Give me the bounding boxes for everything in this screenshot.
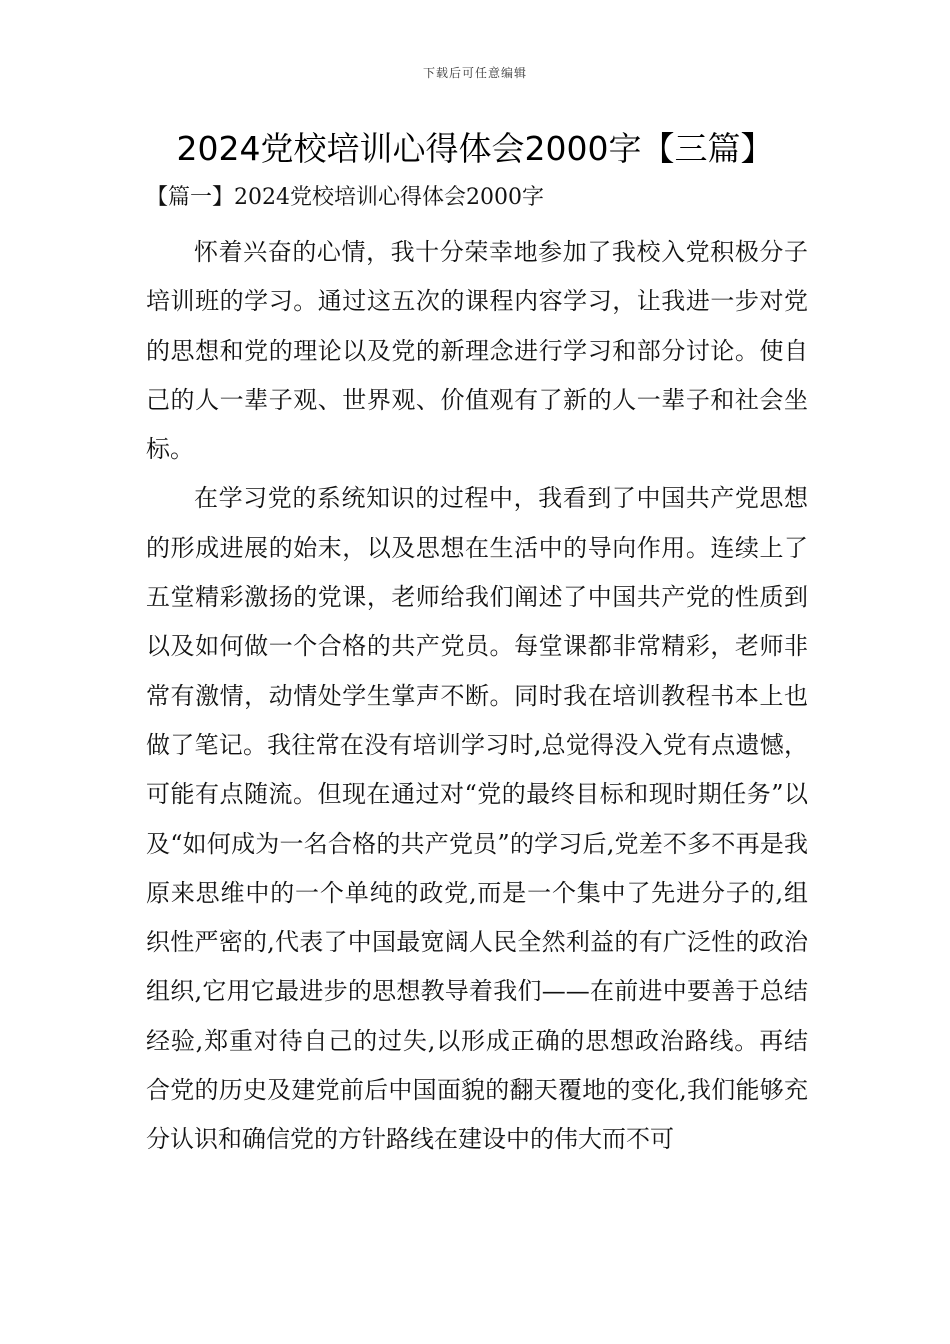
document-title: 2024党校培训心得体会2000字【三篇】 (176, 129, 774, 168)
paragraph-1: 怀着兴奋的心情，我十分荣幸地参加了我校入党积极分子培训班的学习。通过这五次的课程内容学习，让我进一步对党的思想和党的理论以及党的新理念进行学习和部分讨论。使自己的人一辈子观、世界观、价值观有了新的人一辈子和社会坐标。 (146, 238, 808, 464)
section-heading: 【篇一】2024党校培训心得体会2000字 (146, 185, 544, 210)
header-note: 下载后可任意编辑 (422, 66, 527, 80)
paragraph-2: 在学习党的系统知识的过程中，我看到了中国共产党思想的形成进展的始末，以及思想在生活中的导向作用。连续上了五堂精彩激扬的党课，老师给我们阐述了中国共产党的性质到以及如何做一个合格的共产党员。每堂课都非常精彩，老师非常有激情，动情处学生掌声不断。同时我在培训教程书本上也做了笔记。我往常在没有培训学习时,总觉得没入党有点遗憾，可能有点随流。但现在通过对“党的最终目标和现时期任务”以及“如何成为一名合格的共产党员”的学习后,党差不多不再是我原来思维中的一个单纯的政党,而是一个集中了先进分子的,组织性严密的,代表了中国最宽阔人民全然利益的有广泛性的政治组织,它用它最进步的思想教导着我们——在前进中要善于总结经验,郑重对待自己的过失,以形成正确的思想政治路线。再结合党的历史及建党前后中国面貌的翻天覆地的变化,我们能够充分认识和确信党的方针路线在建设中的伟大而不可 (146, 484, 808, 1154)
body-text (146, 228, 808, 1165)
